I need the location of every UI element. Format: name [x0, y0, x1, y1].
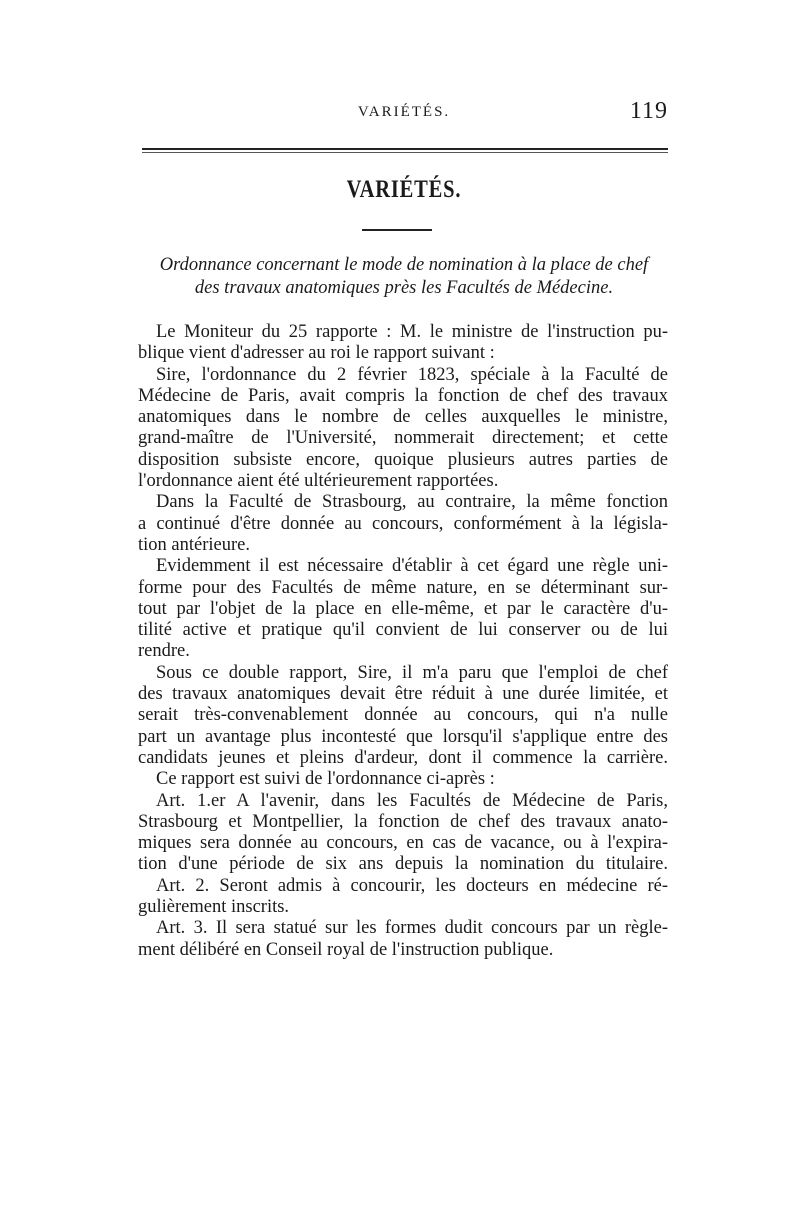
text-line: l'ordonnance aient été ultérieurement rapportées. [138, 471, 499, 492]
text-line: Dans la Faculté de Strasbourg, au contraire, la même fonction [156, 492, 668, 513]
text-line: Le Moniteur du 25 rapporte : M. le ministre de l'instruction pu- [156, 322, 668, 342]
text-line: tout par l'objet de la place en elle-même, et par le caractère d'u- [138, 598, 668, 619]
paragraph [138, 791, 668, 876]
text-line: miques sera donnée au concours, en cas de vacance, ou à l'expira- [138, 833, 668, 854]
text-line: disposition subsiste encore, quoique plusieurs autres parties de [138, 449, 668, 470]
text-line: Sous ce double rapport, Sire, il m'a paru que l'emploi de chef [156, 662, 668, 683]
paragraph [138, 492, 668, 556]
paragraph [138, 556, 668, 662]
running-head [140, 98, 668, 128]
text-line: Art. 1.er A l'avenir, dans les Facultés de Médecine de Paris, [156, 790, 668, 811]
text-line: forme pour des Facultés de même nature, en se déterminant sur- [138, 577, 668, 598]
subtitle-line: des travaux anatomiques près les Facultés de Médecine. [194, 278, 614, 298]
text-line: Art. 3. Il sera statué sur les formes dudit concours par un règle- [156, 918, 668, 939]
text-line: blique vient d'adresser au roi le rapport suivant : [138, 343, 495, 364]
paragraph [138, 918, 668, 961]
subtitle-line: Ordonnance concernant le mode de nomination à la place de chef [159, 255, 649, 275]
text-line: Strasbourg et Montpellier, la fonction de chef des travaux anato- [138, 811, 668, 832]
header-rule-thin [142, 152, 668, 153]
text-line: tilité active et pratique qu'il convient de lui conserver ou de lui [138, 620, 668, 641]
paragraph [138, 322, 668, 365]
title-rule [362, 229, 432, 231]
text-line: ment délibéré en Conseil royal de l'instruction publique. [138, 939, 554, 960]
text-line: a continué d'être donnée au concours, conformément à la législa- [138, 513, 668, 534]
text-line: Evidemment il est nécessaire d'établir à cet égard une règle uni- [156, 556, 668, 577]
text-line: des travaux anatomiques devait être réduit à une durée limitée, et [138, 684, 668, 705]
paragraph [138, 876, 668, 919]
text-line: tion antérieure. [138, 534, 250, 555]
text-line: serait très-convenablement donnée au concours, qui n'a nulle [138, 705, 668, 726]
text-line: candidats jeunes et pleins d'ardeur, dont il commence la carrière. [138, 747, 668, 768]
paragraph [138, 769, 668, 790]
article-body [138, 322, 668, 961]
text-line: Médecine de Paris, avait compris la fonction de chef des travaux [138, 385, 668, 406]
article-subtitle [130, 254, 678, 300]
text-line: part un avantage plus incontesté que lorsqu'il s'applique entre des [138, 726, 668, 747]
text-line: anatomiques dans le nombre de celles auxquelles le ministre, [138, 407, 668, 428]
section-title: VARIÉTÉS. [346, 176, 462, 203]
text-line: tion d'une période de six ans depuis la nomination du titulaire. [138, 854, 668, 875]
paragraph [138, 663, 668, 769]
paragraph [138, 365, 668, 493]
page-number: 119 [629, 98, 668, 124]
text-line: Sire, l'ordonnance du 2 février 1823, spéciale à la Faculté de [156, 364, 668, 385]
header-rule [142, 148, 668, 150]
text-line: Art. 2. Seront admis à concourir, les docteurs en médecine ré- [156, 875, 668, 896]
text-line: rendre. [138, 641, 190, 662]
running-head-title: VARIÉTÉS. [357, 104, 451, 120]
text-line: Ce rapport est suivi de l'ordonnance ci-après : [156, 769, 495, 790]
text-line: grand-maître de l'Université, nommerait directement; et cette [138, 428, 668, 449]
text-line: gulièrement inscrits. [138, 897, 290, 918]
